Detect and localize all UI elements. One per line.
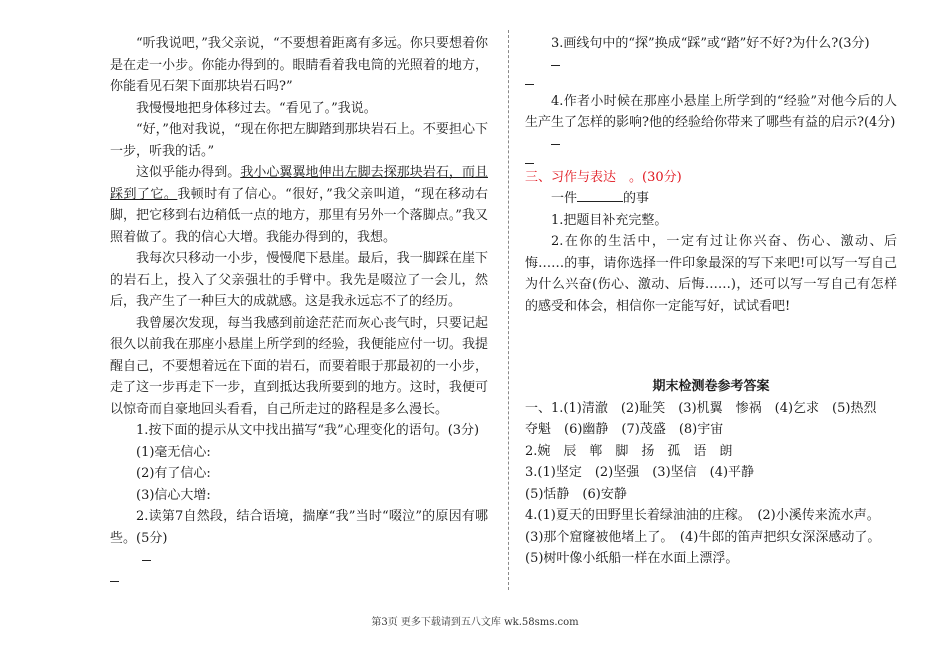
answer-line <box>551 65 560 66</box>
essay-title-prefix: 一件 <box>551 191 578 206</box>
paragraph-4-rest: 我顿时有了信心。“很好，”我父亲叫道，“现在移动右脚，把它移到右边稍低一点的地方，那里有另外一个落脚点。”我又照着做了。我的信心大增。我能办得到的，我想。 <box>110 186 488 245</box>
left-column <box>110 0 488 582</box>
requirement-2: 2.在你的生活中，一定有过让你兴奋、伤心、激动、后悔……的事，请你选择一件印象最深的写下来吧!可以写一写自己为什么兴奋(伤心、激动、后悔……)，还可以写一写自己有怎样的感受和体会，相信你一定能写好，试试看吧! <box>525 234 897 314</box>
essay-title-suffix: 的事 <box>623 191 650 206</box>
passage-paragraph-5: 我每次只移动一小步，慢慢爬下悬崖。最后，我一脚踩在崖下的岩石上，投入了父亲强壮的手臂中。我先是啜泣了一会儿，然后，我产生了一种巨大的成就感。这是我永远忘不了的经历。 <box>110 251 488 309</box>
column-divider <box>508 30 509 590</box>
requirement-1: 1.把题目补充完整。 <box>551 212 668 228</box>
essay-title <box>525 188 897 210</box>
answer-key-title: 期末检测卷参考答案 <box>652 379 770 394</box>
question-1-item-1: (1)毫无信心: <box>136 444 211 460</box>
answer-3: 3.(1)坚定 (2)坚强 (3)坚信 (4)平静 <box>525 465 755 480</box>
passage-paragraph-1: “听我说吧，”我父亲说，“不要想着距离有多远。你只要想着你是在走一小步。你能办得到的。眼睛看着我电筒的光照着的地方，你能看见石架下面那块岩石吗?” <box>110 36 488 94</box>
passage-paragraph-3: “好，”他对我说，“现在你把左脚踏到那块岩石上。不要担心下一步，听我的话。” <box>110 122 488 159</box>
passage-paragraph-6: 我曾屡次发现，每当我感到前途茫茫而灰心丧气时，只要记起很久以前我在那座小悬崖上所学到的经验，我便能应付一切。我提醒自己，不要想着远在下面的岩石，而要着眼于那最初的一小步，走了这一步再走下一步，直到抵达我所要到的地方。这时，我便可以惊奇而自豪地回头看看，自己所走过的路程是多么漫长。 <box>110 315 488 417</box>
answer-line <box>525 84 534 85</box>
question-1-item-2: (2)有了信心: <box>136 466 211 481</box>
title-blank <box>577 189 623 202</box>
passage-paragraph-2: 我慢慢地把身体移过去。“看见了。”我说。 <box>136 100 377 116</box>
question-1: 1.按下面的提示从文中找出描写“我”心理变化的语句。(3分) <box>136 423 480 438</box>
section-heading-writing: 三、习作与表达 。(30分) <box>525 169 682 185</box>
answer-line <box>525 163 534 164</box>
question-3: 3.画线句中的“探”换成“踩”或“踏”好不好?为什么?(3分) <box>551 36 870 51</box>
answer-2: 2.婉 辰 郸 脚 扬 孤 语 朗 <box>525 443 733 459</box>
answer-line <box>110 581 119 582</box>
right-column <box>525 0 897 570</box>
passage-paragraph-4 <box>110 162 488 248</box>
paragraph-4-start: 这似乎能办得到。 <box>136 165 241 180</box>
answer-line <box>551 144 560 145</box>
page-footer: 第3页 更多下载请到五八文库 wk.58sms.com <box>371 617 579 628</box>
answer-line <box>142 560 151 561</box>
answer-3-continued: (5)恬静 (6)安静 <box>525 486 627 502</box>
question-1-item-3: (3)信心大增: <box>136 487 211 503</box>
underlined-sentence: 我小心翼翼地伸出左脚去探那块岩石，而且踩到了它。 <box>110 165 488 202</box>
answer-1: 一、1.(1)清澈 (2)耻笑 (3)机翼 惨祸 (4)乞求 (5)热烈 夺魁 (6)幽静 (7)茂盛 (8)宇宙 <box>525 400 890 437</box>
question-4: 4.作者小时候在那座小悬崖上所学到的“经验”对他今后的人生产生了怎样的影响?他的经验给你带来了哪些有益的启示?(4分) <box>525 93 897 130</box>
question-2: 2.读第7自然段，结合语境，揣摩“我”当时“啜泣”的原因有哪些。(5分) <box>110 509 488 546</box>
answer-4-end: (5)树叶像小纸船一样在水面上漂浮。 <box>525 551 739 566</box>
answer-4: 4.(1)夏天的田野里长着绿油油的庄稼。 (2)小溪传来流水声。 <box>525 508 880 523</box>
answer-4-continued: (3)那个窟窿被他堵上了。 (4)牛郎的笛声把织女深深感动了。 <box>525 529 881 545</box>
